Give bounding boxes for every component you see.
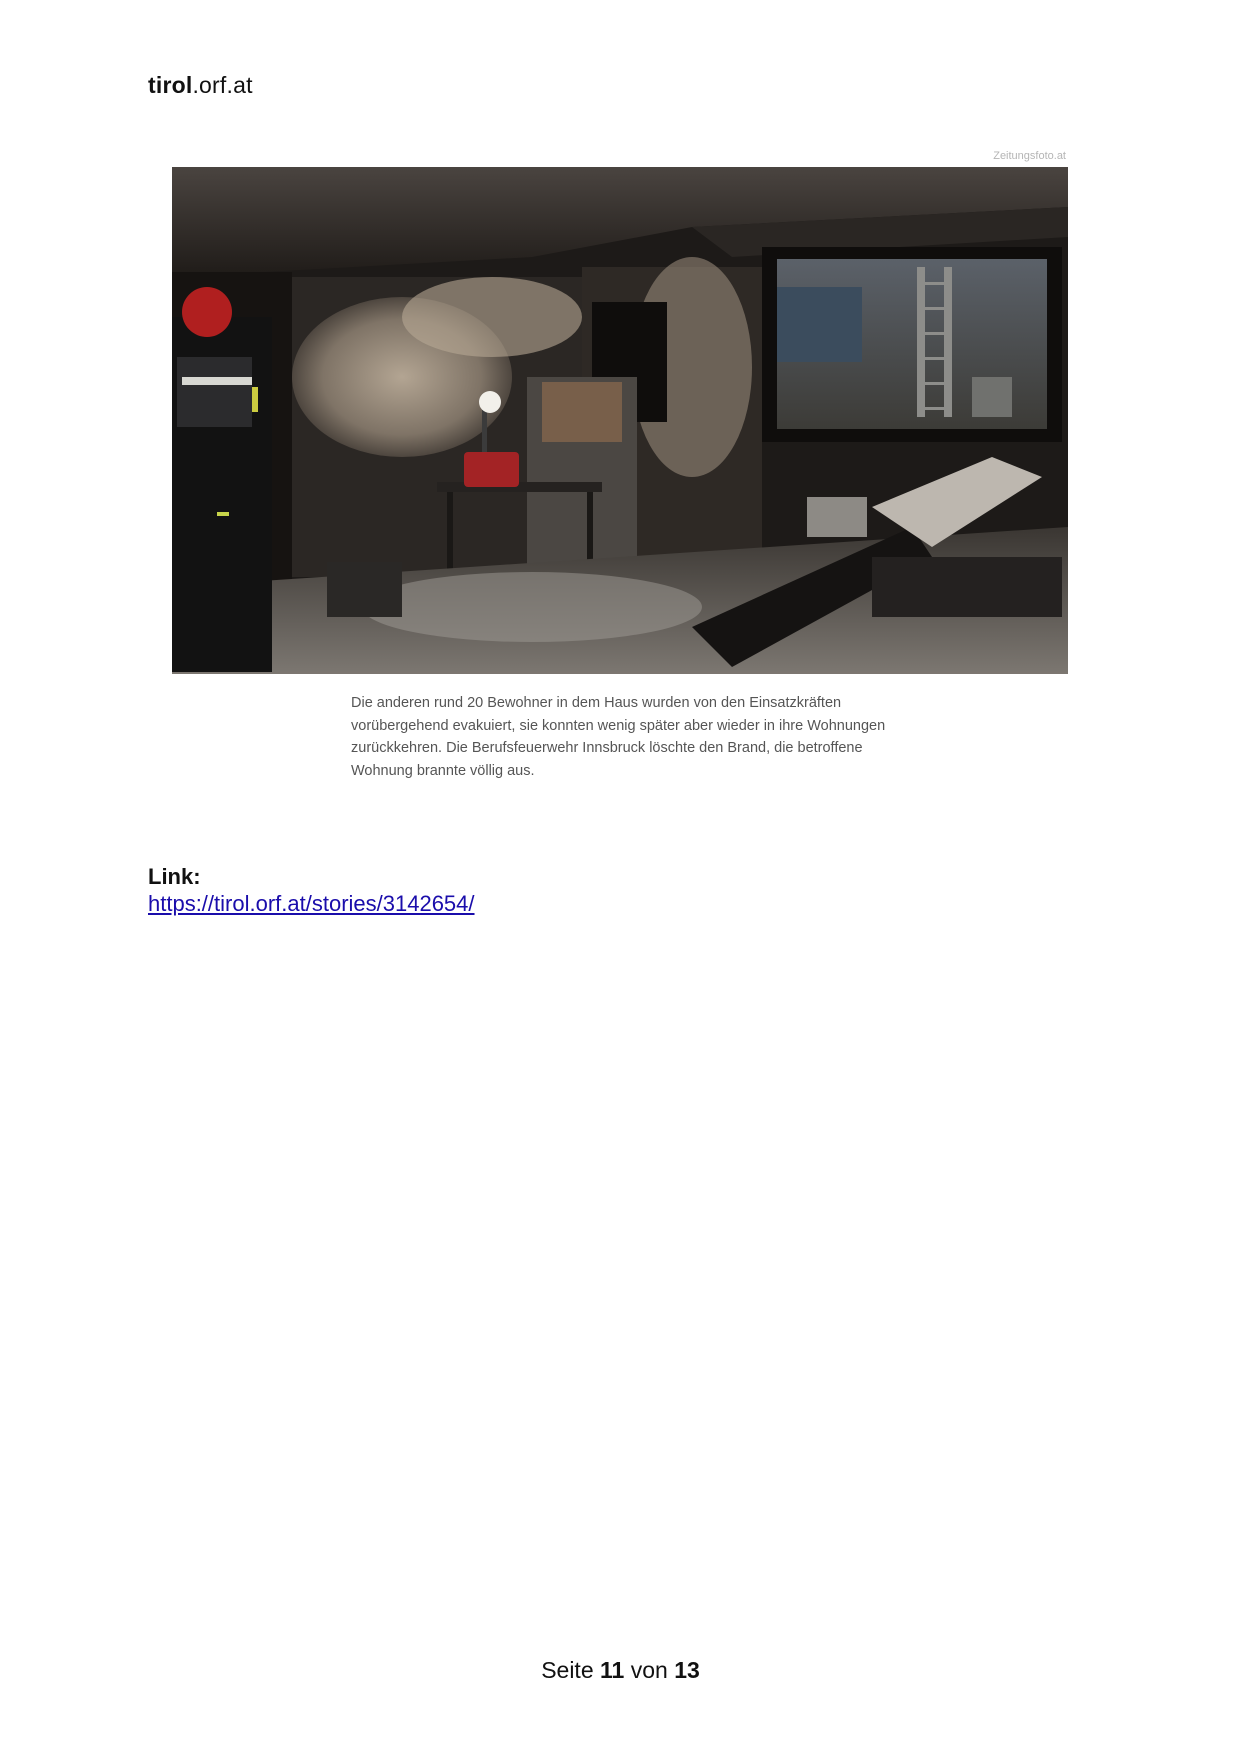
total-page-number: 13 [674,1657,700,1683]
photo-caption: Die anderen rund 20 Bewohner in dem Haus wurden von den Einsatzkräften vorübergehend evakuiert, sie konnten wenig später aber wieder in ihre Wohnungen zurückkehren. Die Berufsfeuerwehr Innsbruck löschte den Brand, die betroffene Wohnung brannte völlig aus. [351,695,886,779]
page-footer [0,1657,1241,1684]
logo-rest-text: .orf.at [192,72,253,98]
site-logo [148,72,253,99]
photo-credit: Zeitungsfoto.at [993,150,1066,162]
footer-middle: von [630,1657,668,1683]
current-page-number: 11 [600,1657,625,1683]
link-label: Link: [148,864,201,889]
logo-bold-text: tirol [148,72,193,98]
footer-prefix: Seite [541,1657,594,1683]
burned-room-photo [172,167,1068,674]
story-link[interactable]: https://tirol.orf.at/stories/3142654/ [148,891,475,916]
